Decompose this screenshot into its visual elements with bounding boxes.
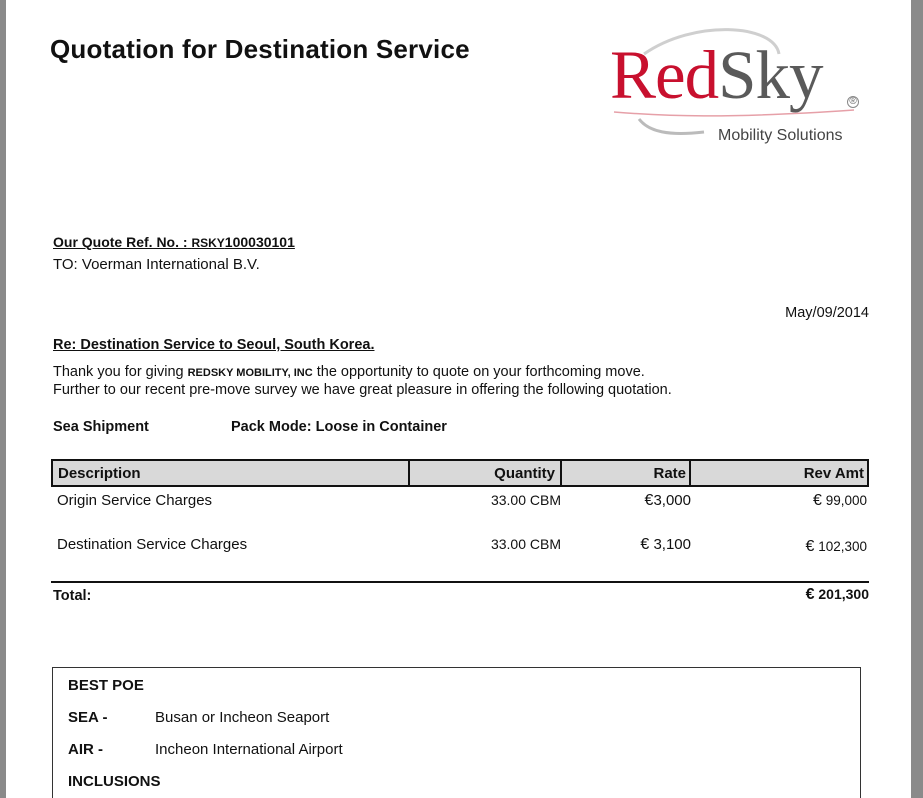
- table-row: [51, 536, 869, 558]
- total-divider: [51, 581, 869, 583]
- registered-mark: ®: [847, 96, 859, 108]
- column-header-rate: Rate: [562, 461, 691, 485]
- air-port-line: [68, 741, 343, 758]
- inclusions-heading: INCLUSIONS: [68, 773, 161, 790]
- document-page: [6, 0, 911, 798]
- recipient-line: TO: Voerman International B.V.: [53, 256, 260, 273]
- quote-ref-label: Our Quote Ref. No. :: [53, 234, 188, 250]
- intro-paragraph: Thank you for giving REDSKY MOBILITY, INC the opportunity to quote on your forthcoming move. Further to our recent pre-move survey we have great pleasure in offering the following quotation.: [53, 364, 672, 398]
- total-amount: € 201,300: [805, 586, 869, 603]
- document-date: May/09/2014: [785, 305, 869, 321]
- row-description: Origin Service Charges: [57, 492, 213, 509]
- sea-label: SEA -: [68, 709, 108, 726]
- table-row: [51, 492, 869, 514]
- row-rate: €3,000: [644, 492, 691, 509]
- sea-value: Busan or Incheon Seaport: [155, 709, 330, 726]
- air-value: Incheon International Airport: [155, 741, 343, 758]
- logo-tagline: Mobility Solutions: [718, 127, 843, 144]
- quote-ref-value: RSKY100030101: [191, 234, 295, 250]
- row-amount: € 99,000: [813, 492, 867, 509]
- shipment-type: Sea Shipment: [53, 419, 149, 435]
- air-label: AIR -: [68, 741, 103, 758]
- subject-line: Re: Destination Service to Seoul, South Korea.: [53, 337, 375, 353]
- sea-port-line: [68, 709, 330, 726]
- company-logo: [604, 24, 864, 149]
- column-header-amount: Rev Amt: [803, 465, 864, 482]
- poe-heading: BEST POE: [68, 677, 144, 694]
- row-quantity: 33.00 CBM: [490, 492, 561, 508]
- logo-wordmark: RedSky: [610, 37, 823, 113]
- column-header-description: Description: [53, 461, 410, 485]
- total-label: Total:: [53, 588, 92, 604]
- row-rate: € 3,100: [640, 536, 691, 553]
- row-amount: € 102,300: [805, 538, 867, 555]
- company-name: REDSKY MOBILITY, INC: [187, 367, 313, 379]
- charges-table-header: [51, 459, 869, 487]
- poe-inclusions-box: [52, 667, 861, 798]
- column-header-quantity: Quantity: [410, 461, 562, 485]
- pack-mode: Pack Mode: Loose in Container: [231, 419, 447, 435]
- row-quantity: 33.00 CBM: [490, 536, 561, 552]
- row-description: Destination Service Charges: [57, 536, 248, 553]
- quote-reference: [53, 234, 295, 250]
- document-title: Quotation for Destination Service: [50, 34, 470, 64]
